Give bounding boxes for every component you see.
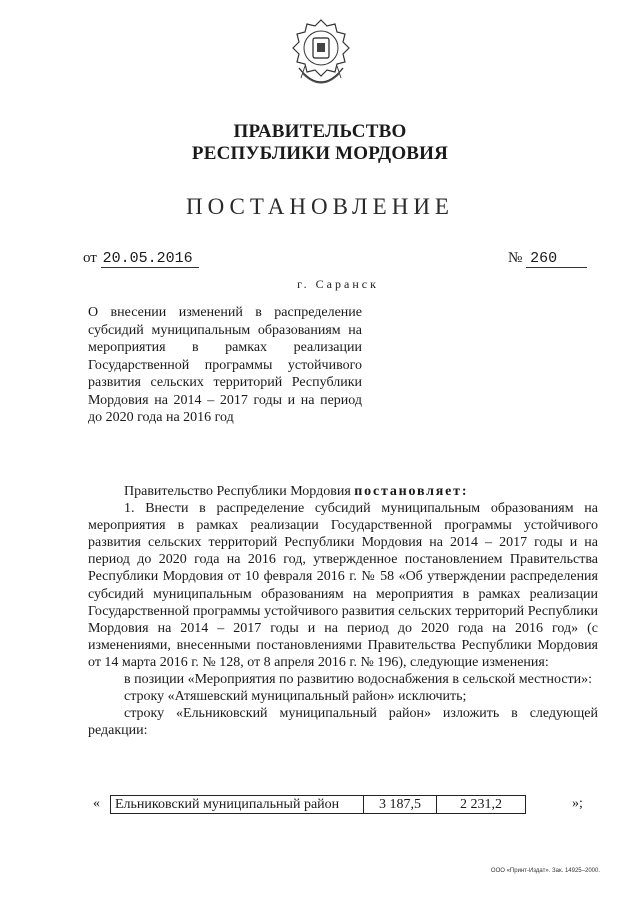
table-open-quote: « <box>93 796 100 811</box>
body-paragraph: строку «Ельниковский муниципальный район» изложить в следующей редакции: <box>88 706 598 739</box>
body-paragraph <box>88 483 598 500</box>
resolution-verb: постановляет: <box>354 484 469 499</box>
body-paragraph: в позиции «Мероприятия по развитию водоснабжения в сельской местности»: <box>124 672 593 688</box>
coat-of-arms-emblem <box>291 18 351 96</box>
date-prefix: от <box>83 250 97 266</box>
org-name-line1: ПРАВИТЕЛЬСТВО <box>233 121 407 142</box>
org-name-line2: РЕСПУБЛИКИ МОРДОВИЯ <box>191 143 449 164</box>
document-body <box>88 483 598 739</box>
document-date: 20.05.2016 <box>101 250 199 268</box>
table-row <box>111 796 539 814</box>
table-close-quote: »; <box>572 796 583 811</box>
number-prefix: № <box>508 250 523 266</box>
number-line <box>508 250 587 267</box>
value2-cell: 2 231,2 <box>437 796 526 814</box>
empty-cell <box>526 796 539 814</box>
amendment-table <box>110 795 538 814</box>
document-number: 260 <box>526 250 587 268</box>
city-name: г. Саранск <box>297 277 379 291</box>
printer-footer: ООО «Принт-Издат». Зак. 14925–2000. <box>490 868 600 874</box>
document-subject: О внесении изменений в распределение субсидий муниципальным образованиям на мероприятия в рамках реализации Государственной программы устойчивого развития сельских территорий Республики Мордовия на 2014 – 2017 годы и на период до 2020 года на 2016 год <box>88 305 362 425</box>
date-line <box>83 250 199 267</box>
district-cell: Ельниковский муниципальный район <box>111 796 364 814</box>
resolution-intro: Правительство Республики Мордовия <box>124 484 355 499</box>
value1-cell: 3 187,5 <box>364 796 437 814</box>
body-paragraph: строку «Атяшевский муниципальный район» исключить; <box>124 689 467 705</box>
body-paragraph: 1. Внести в распределение субсидий муниципальным образованиям на мероприятия в рамках реализации Государственной программы устойчивого развития сельских территорий Республики Мордовия на 2014 – 2017 годы и на период до 2020 года на 2016 год, утвержденное постановлением Правительства Республики Мордовия от 10 февраля 2016 г. № 58 «Об утверждении распределения субсидий муниципальным образованиям на мероприятия в рамках реализации Государственной программы устойчивого развития сельских территорий Республики Мордовия на 2014 – 2017 годы и на период до 2020 года на 2016 год» (с изменениями, внесенными постановлениями Правительства Республики Мордовия от 14 марта 2016 г. № 128, от 8 апреля 2016 г. № 196), следующие изменения: <box>88 501 598 670</box>
document-type: ПОСТАНОВЛЕНИЕ <box>186 194 454 219</box>
